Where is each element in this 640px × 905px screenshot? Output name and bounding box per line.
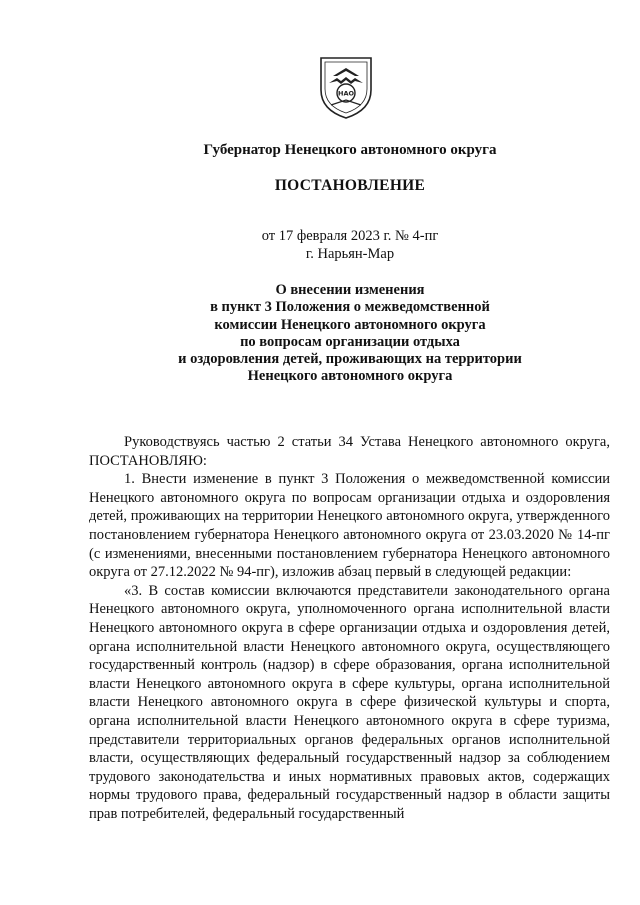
subject-line: Ненецкого автономного округа: [247, 368, 453, 385]
subject-line: О внесении изменения: [275, 282, 425, 298]
emblem-text: НАО: [338, 89, 354, 98]
place: г. Нарьян-Мар: [305, 246, 395, 262]
subject-line: и оздоровления детей, проживающих на территории: [178, 351, 522, 368]
quoted-paragraph: «3. В состав комиссии включаются представители законодательного органа Ненецкого автономного округа, уполномоченного органа исполнительной власти Ненецкого автономного округа в сфере организации отдыха и оздоровления детей, органа исполнительной власти Ненецкого автономного округа, осуществляющего государственный контроль (надзор) в сфере образования, органа исполнительной власти Ненецкого автономного округа в сфере культуры, органа исполнительной власти Ненецкого автономного округа в сфере физической культуры и спорта, органа исполнительной власти Ненецкого автономного округа в сфере туризма, представители территориальных органов федеральных органов исполнительной власти, осуществляющих федеральный государственный надзор за соблюдением трудового законодательства и иных нормативных правовых актов, содержащих нормы трудового права, федеральный государственный надзор в области защиты прав потребителей, федеральный государственный: [89, 582, 610, 822]
authority-title: Губернатор Ненецкого автономного округа: [203, 142, 497, 158]
subject-line: по вопросам организации отдыха: [240, 333, 460, 350]
date-number: от 17 февраля 2023 г. № 4-пг: [261, 228, 439, 244]
item-1-paragraph: 1. Внести изменение в пункт 3 Положения о межведомственной комиссии Ненецкого автономного округа по вопросам организации отдыха и оздоровления детей, проживающих на территории Ненецкого автономного округа, утвержденного постановлением губернатора Ненецкого автономного округа от 23.03.2020 № 14-пг (с изменениями, внесенными постановлением губернатора Ненецкого автономного округа от 27.12.2022 № 94-пг), изложив абзац первый в следующей редакции:: [89, 471, 610, 581]
subject-line: в пункт 3 Положения о межведомственной: [210, 299, 490, 316]
preamble-paragraph: Руководствуясь частью 2 статьи 34 Устава Ненецкого автономного округа, ПОСТАНОВЛЯЮ:: [89, 434, 610, 469]
nenets-coat-of-arms-icon: [319, 56, 373, 120]
subject-line: комиссии Ненецкого автономного округа: [214, 316, 486, 333]
document-body: [89, 433, 610, 823]
document-type: ПОСТАНОВЛЕНИЕ: [274, 177, 426, 194]
document-subject: [80, 282, 620, 386]
